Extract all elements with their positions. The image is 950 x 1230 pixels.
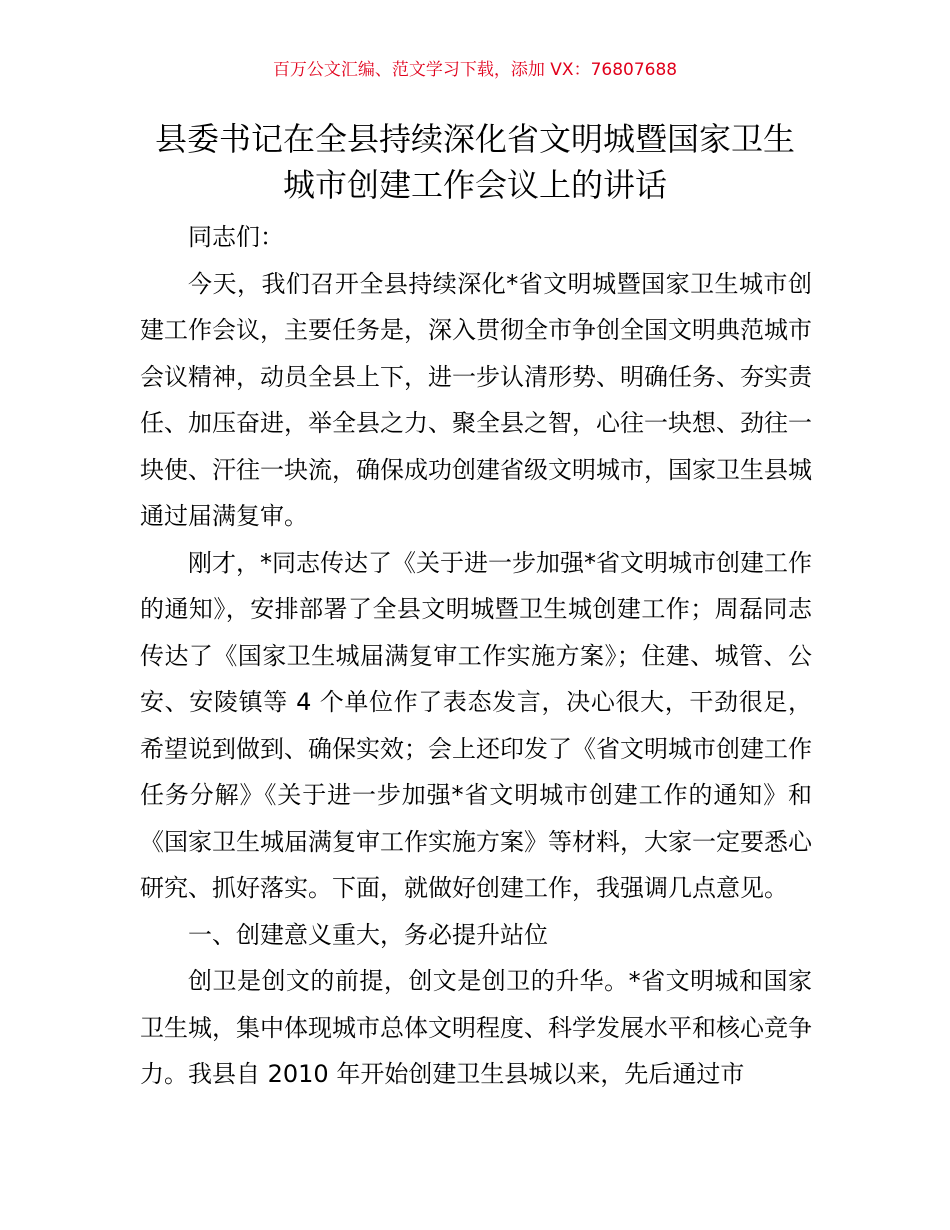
paragraph-summary: 刚才，*同志传达了《关于进一步加强*省文明城市创建工作的通知》，安排部署了全县文明城暨卫生城创建工作；周磊同志传达了《国家卫生城届满复审工作实施方案》；住建、城管、公安、安陵镇等 4 个单位作了表态发言，决心很大，干劲很足，希望说到做到、确保实效；会上还印发了《省文明城市创建工作任务分解》《关于进一步加强*省文明城市创建工作的通知》和《国家卫生城届满复审工作实施方案》等材料，大家一定要悉心研究、抓好落实。下面，就做好创建工作，我强调几点意见。 xyxy=(140,548,812,902)
title-line-1: 县委书记在全县持续深化省文明城暨国家卫生 xyxy=(154,120,795,158)
header-banner: 百万公文汇编、范文学习下载，添加 VX：76807688 xyxy=(272,60,678,80)
paragraph-section-1: 创卫是创文的前提，创文是创卫的升华。*省文明城和国家卫生城，集中体现城市总体文明程度、科学发展水平和核心竞争力。我县自 2010 年开始创建卫生县城以来，先后通过市 xyxy=(140,967,812,1088)
document-title xyxy=(140,116,810,208)
document-body xyxy=(140,214,812,1098)
salutation: 同志们： xyxy=(188,223,284,251)
paragraph-opening: 今天，我们召开全县持续深化*省文明城暨国家卫生城市创建工作会议，主要任务是，深入贯彻全市争创全国文明典范城市会议精神，动员全县上下，进一步认清形势、明确任务、夯实责任、加压奋进，举全县之力、聚全县之智，心往一块想、劲往一块使、汗往一块流，确保成功创建省级文明城市，国家卫生县城通过届满复审。 xyxy=(140,269,812,530)
section-heading-1: 一、创建意义重大，务必提升站位 xyxy=(188,920,548,949)
title-line-2: 城市创建工作会议上的讲话 xyxy=(282,166,667,204)
